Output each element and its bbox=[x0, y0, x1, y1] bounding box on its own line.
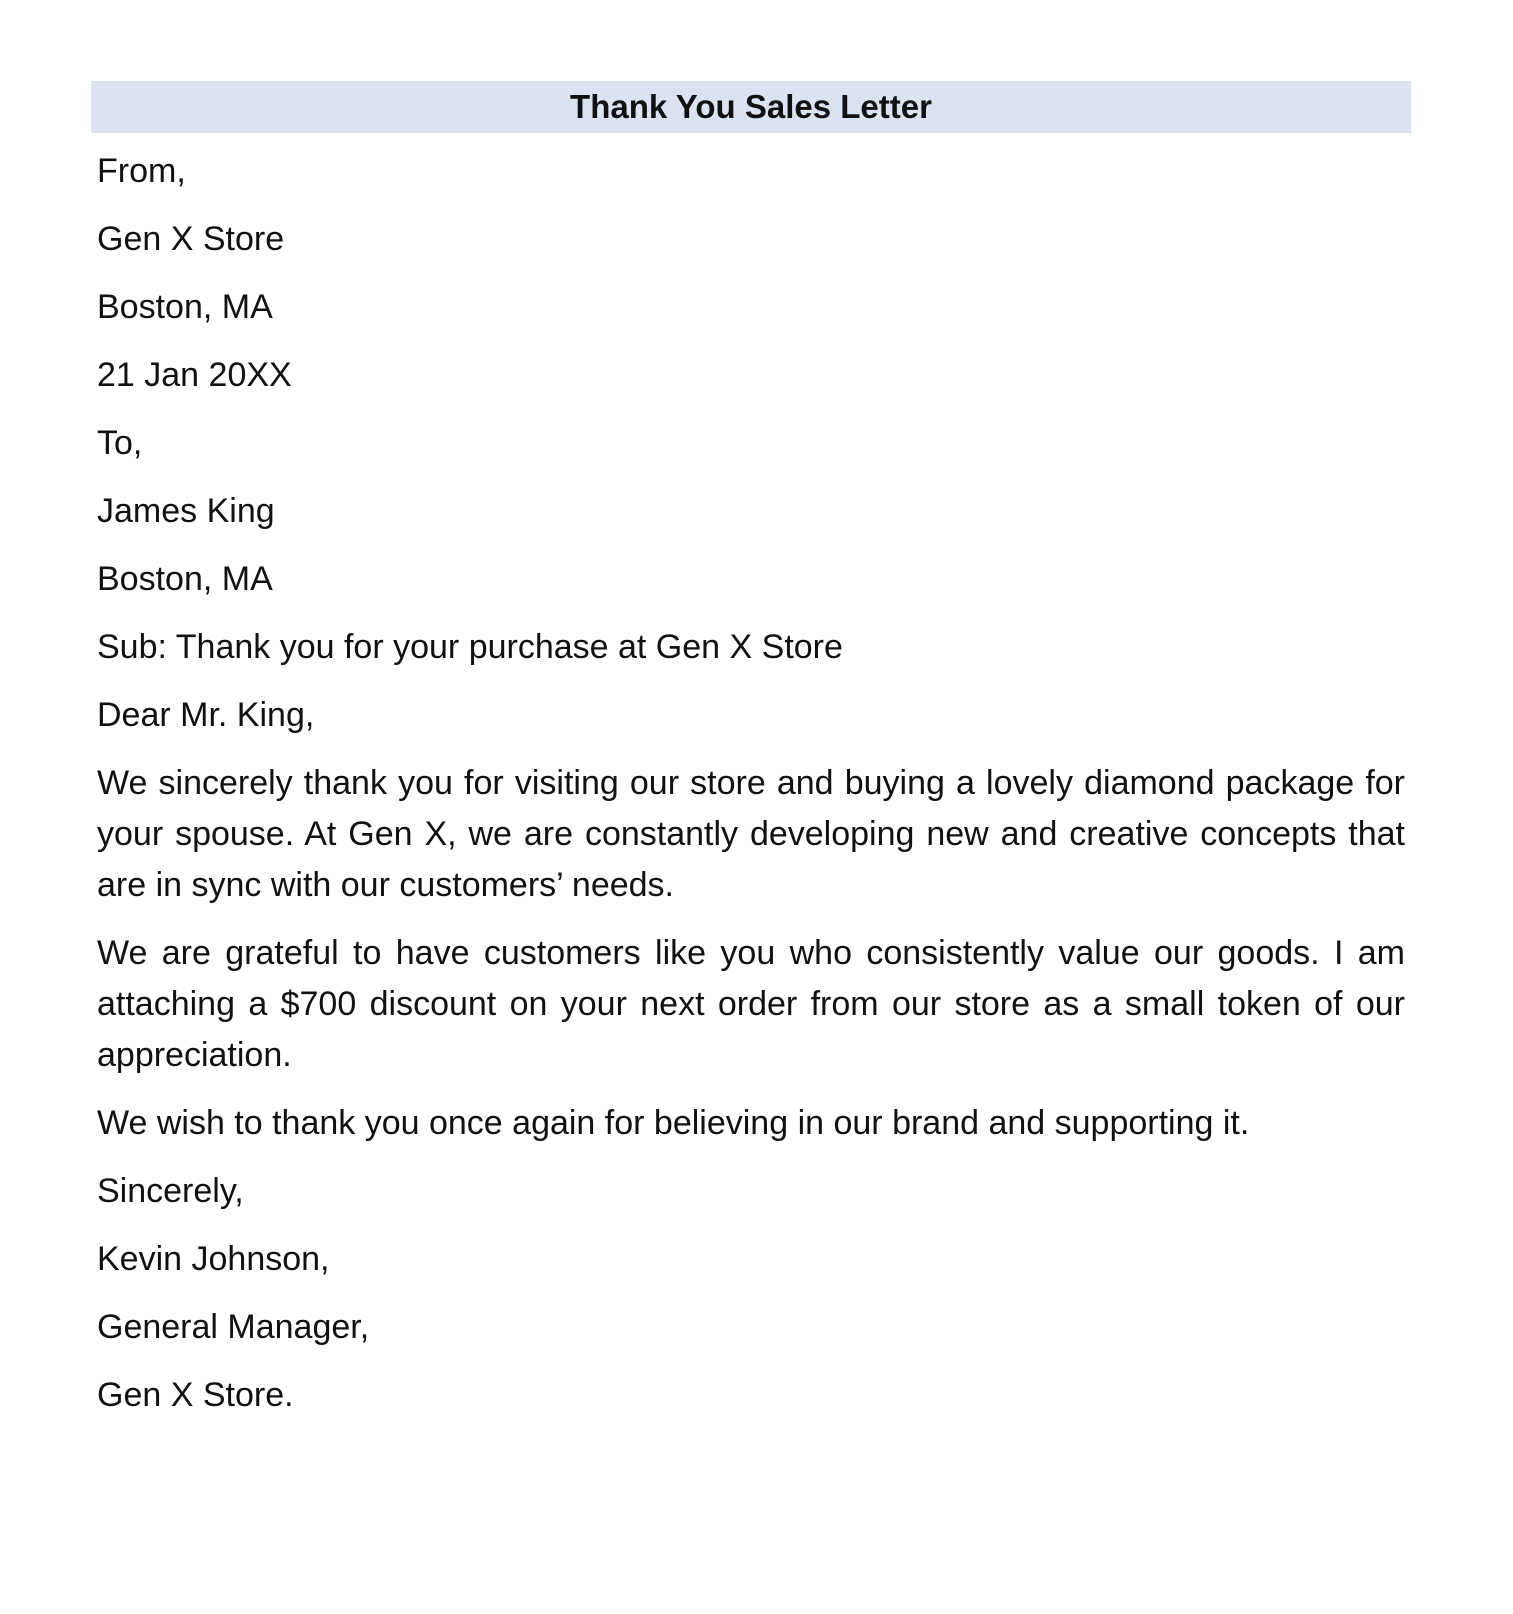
body-paragraph-1: We sincerely thank you for visiting our store and buying a lovely diamond package for your spouse. At Gen X, we are constantly developing new and creative concepts that are in sync with our customers’ needs. bbox=[97, 764, 1405, 904]
body-paragraph-3: We wish to thank you once again for believing in our brand and supporting it. bbox=[97, 1104, 1250, 1142]
sender-name: Gen X Store bbox=[97, 220, 285, 258]
from-label: From, bbox=[97, 152, 186, 190]
document-title: Thank You Sales Letter bbox=[570, 88, 932, 125]
valediction: Sincerely, bbox=[97, 1172, 244, 1210]
letter-content bbox=[97, 146, 1405, 1438]
signer-company: Gen X Store. bbox=[97, 1376, 294, 1414]
title-banner bbox=[91, 81, 1411, 133]
recipient-location: Boston, MA bbox=[97, 560, 273, 598]
body-paragraph-2: We are grateful to have customers like you who consistently value our goods. I am attaching a $700 discount on your next order from our store as a small token of our appreciation. bbox=[97, 934, 1405, 1074]
to-label: To, bbox=[97, 424, 143, 462]
signer-title: General Manager, bbox=[97, 1308, 370, 1346]
subject-line: Sub: Thank you for your purchase at Gen X Store bbox=[97, 628, 843, 666]
recipient-name: James King bbox=[97, 492, 275, 530]
salutation: Dear Mr. King, bbox=[97, 696, 315, 734]
sender-location: Boston, MA bbox=[97, 288, 273, 326]
letter-date: 21 Jan 20XX bbox=[97, 356, 292, 394]
signer-name: Kevin Johnson, bbox=[97, 1240, 330, 1278]
